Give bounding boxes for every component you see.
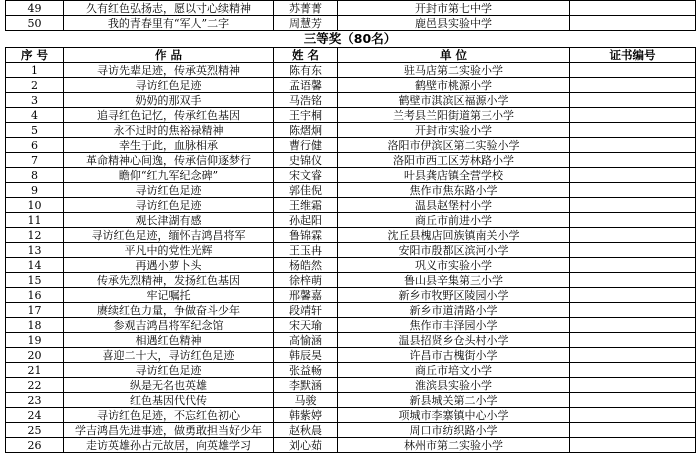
third-prize-body	[6, 63, 696, 453]
cell-unit: 焦作市焦东路小学	[338, 183, 570, 198]
cell-author: 鲁锦霖	[274, 228, 338, 243]
cell-author: 徐梓萌	[274, 273, 338, 288]
cell-work: 永不过时的焦裕禄精神	[64, 123, 274, 138]
cell-work: 喜迎二十大，寻访红色足迹	[64, 348, 274, 363]
cell-author: 赵秋晨	[274, 423, 338, 438]
cell-unit: 温县招贤乡仓头村小学	[338, 333, 570, 348]
header-author: 姓 名	[274, 48, 338, 63]
table-row	[6, 243, 696, 258]
cell-unit: 巩义市实验小学	[338, 258, 570, 273]
table-row	[6, 123, 696, 138]
cell-no: 2	[6, 78, 64, 93]
cell-unit: 商丘市培文小学	[338, 363, 570, 378]
cell-no: 16	[6, 288, 64, 303]
cell-cert	[570, 243, 696, 258]
cell-author: 韩辰昊	[274, 348, 338, 363]
cell-author: 宋天瑜	[274, 318, 338, 333]
cell-work: 幸生于此，血脉相承	[64, 138, 274, 153]
cell-author: 李默涵	[274, 378, 338, 393]
cell-cert	[570, 393, 696, 408]
cell-no: 15	[6, 273, 64, 288]
cell-no: 19	[6, 333, 64, 348]
cell-unit: 兰考县兰阳街道第三小学	[338, 108, 570, 123]
cell-unit: 开封市实验小学	[338, 123, 570, 138]
cell-author: 史锦仪	[274, 153, 338, 168]
cell-cert	[570, 438, 696, 453]
cell-unit: 鹤壁市桃源小学	[338, 78, 570, 93]
cell-no: 50	[6, 16, 64, 31]
cell-author: 韩紫婷	[274, 408, 338, 423]
cell-cert	[570, 63, 696, 78]
cell-author: 苏菁菁	[274, 1, 338, 16]
cell-work: 平凡中的党性光辉	[64, 243, 274, 258]
cell-unit: 林州市第二实验小学	[338, 438, 570, 453]
cell-cert	[570, 78, 696, 93]
cell-unit: 新乡市牧野区陵园小学	[338, 288, 570, 303]
cell-no: 21	[6, 363, 64, 378]
cell-no: 1	[6, 63, 64, 78]
table-row	[6, 438, 696, 453]
cell-work: 再遇小萝卜头	[64, 258, 274, 273]
table-row	[6, 138, 696, 153]
previous-awards-table	[5, 0, 696, 31]
cell-cert	[570, 303, 696, 318]
table-row	[6, 228, 696, 243]
cell-author: 张益畅	[274, 363, 338, 378]
table-row	[6, 378, 696, 393]
cell-no: 8	[6, 168, 64, 183]
header-cert: 证书编号	[570, 48, 696, 63]
cell-work: 赓续红色力量，争做奋斗少年	[64, 303, 274, 318]
section-title: 三等奖（80名）	[303, 31, 397, 46]
cell-cert	[570, 378, 696, 393]
cell-work: 奶奶的那双手	[64, 93, 274, 108]
cell-work: 久有红色弘扬志，愿以寸心续精神	[64, 1, 274, 16]
cell-no: 7	[6, 153, 64, 168]
cell-cert	[570, 183, 696, 198]
cell-unit: 温县赵堡村小学	[338, 198, 570, 213]
cell-cert	[570, 363, 696, 378]
cell-no: 25	[6, 423, 64, 438]
table-row	[6, 393, 696, 408]
cell-no: 3	[6, 93, 64, 108]
cell-cert	[570, 408, 696, 423]
cell-no: 23	[6, 393, 64, 408]
cell-cert	[570, 198, 696, 213]
cell-author: 周慧芳	[274, 16, 338, 31]
table-row	[6, 258, 696, 273]
cell-unit: 项城市李寨镇中心小学	[338, 408, 570, 423]
table-row	[6, 423, 696, 438]
cell-cert	[570, 1, 696, 16]
table-row	[6, 288, 696, 303]
cell-no: 18	[6, 318, 64, 333]
cell-cert	[570, 213, 696, 228]
cell-author: 高愉涵	[274, 333, 338, 348]
cell-unit: 沈丘县槐店回族镇南关小学	[338, 228, 570, 243]
cell-author: 陈有东	[274, 63, 338, 78]
table-row	[6, 273, 696, 288]
cell-unit: 洛阳市西工区芳林路小学	[338, 153, 570, 168]
cell-author: 郭佳倪	[274, 183, 338, 198]
cell-author: 陈熠炯	[274, 123, 338, 138]
cell-no: 6	[6, 138, 64, 153]
cell-work: 纵是无名也英雄	[64, 378, 274, 393]
cell-unit: 焦作市丰泽园小学	[338, 318, 570, 333]
cell-cert	[570, 288, 696, 303]
cell-unit: 鲁山县辛集第三小学	[338, 273, 570, 288]
cell-no: 4	[6, 108, 64, 123]
cell-no: 11	[6, 213, 64, 228]
cell-cert	[570, 273, 696, 288]
cell-no: 12	[6, 228, 64, 243]
cell-unit: 洛阳市伊滨区第二实验小学	[338, 138, 570, 153]
cell-work: 革命精神心间逸，传承信仰逐梦行	[64, 153, 274, 168]
cell-work: 寻访红色足迹	[64, 183, 274, 198]
cell-work: 寻访红色足迹，不忘红色初心	[64, 408, 274, 423]
cell-author: 马浩铭	[274, 93, 338, 108]
cell-cert	[570, 318, 696, 333]
cell-author: 马骏	[274, 393, 338, 408]
cell-work: 红色基因代代传	[64, 393, 274, 408]
cell-unit: 鹤壁市淇滨区福源小学	[338, 93, 570, 108]
cell-work: 瞻仰“红九军纪念碑”	[64, 168, 274, 183]
cell-work: 寻访红色足迹	[64, 198, 274, 213]
cell-author: 王玉冉	[274, 243, 338, 258]
cell-work: 寻访红色足迹	[64, 363, 274, 378]
table-row	[6, 213, 696, 228]
table-row	[6, 318, 696, 333]
previous-awards-body	[6, 1, 696, 31]
cell-work: 相遇红色精神	[64, 333, 274, 348]
cell-unit: 商丘市前进小学	[338, 213, 570, 228]
table-row	[6, 363, 696, 378]
cell-no: 26	[6, 438, 64, 453]
cell-unit: 开封市第七中学	[338, 1, 570, 16]
table-row	[6, 1, 696, 16]
cell-work: 寻访红色足迹	[64, 78, 274, 93]
cell-cert	[570, 108, 696, 123]
table-row	[6, 78, 696, 93]
table-row	[6, 153, 696, 168]
cell-no: 14	[6, 258, 64, 273]
table-row	[6, 408, 696, 423]
cell-unit: 叶县龚店镇全营学校	[338, 168, 570, 183]
cell-cert	[570, 333, 696, 348]
cell-cert	[570, 228, 696, 243]
cell-no: 13	[6, 243, 64, 258]
cell-unit: 安阳市殷都区滨河小学	[338, 243, 570, 258]
cell-unit: 淮滨县实验小学	[338, 378, 570, 393]
cell-no: 5	[6, 123, 64, 138]
cell-unit: 周口市纺织路小学	[338, 423, 570, 438]
header-no: 序 号	[6, 48, 64, 63]
cell-work: 传承先烈精神，发扬红色基因	[64, 273, 274, 288]
cell-cert	[570, 93, 696, 108]
cell-unit: 驻马店第二实验小学	[338, 63, 570, 78]
header-work: 作 品	[64, 48, 274, 63]
cell-unit: 新乡市道清路小学	[338, 303, 570, 318]
cell-author: 王宇桐	[274, 108, 338, 123]
cell-cert	[570, 153, 696, 168]
table-row	[6, 303, 696, 318]
cell-no: 9	[6, 183, 64, 198]
cell-unit: 许昌市古槐街小学	[338, 348, 570, 363]
cell-unit: 新县城关第二小学	[338, 393, 570, 408]
cell-cert	[570, 423, 696, 438]
cell-author: 杨皓然	[274, 258, 338, 273]
cell-cert	[570, 16, 696, 31]
cell-work: 寻访红色足迹，缅怀吉鸿昌将军	[64, 228, 274, 243]
cell-author: 刘心茹	[274, 438, 338, 453]
header-row	[6, 48, 696, 63]
cell-author: 孙起阳	[274, 213, 338, 228]
cell-no: 20	[6, 348, 64, 363]
table-row	[6, 348, 696, 363]
cell-no: 22	[6, 378, 64, 393]
cell-author: 段靖轩	[274, 303, 338, 318]
cell-author: 孟语馨	[274, 78, 338, 93]
table-row	[6, 63, 696, 78]
table-row	[6, 183, 696, 198]
cell-author: 曹行健	[274, 138, 338, 153]
cell-cert	[570, 168, 696, 183]
cell-no: 10	[6, 198, 64, 213]
cell-author: 宋文睿	[274, 168, 338, 183]
header-unit: 单 位	[338, 48, 570, 63]
table-row	[6, 93, 696, 108]
cell-work: 参观吉鸿昌将军纪念馆	[64, 318, 274, 333]
cell-no: 24	[6, 408, 64, 423]
table-row	[6, 168, 696, 183]
cell-no: 17	[6, 303, 64, 318]
table-row	[6, 198, 696, 213]
cell-work: 寻访先辈足迹，传承英烈精神	[64, 63, 274, 78]
cell-work: 观长津湖有感	[64, 213, 274, 228]
table-row	[6, 108, 696, 123]
table-row	[6, 16, 696, 31]
cell-cert	[570, 258, 696, 273]
cell-unit: 鹿邑县实验中学	[338, 16, 570, 31]
table-row	[6, 333, 696, 348]
cell-work: 走访英雄孙占元故居，向英雄学习	[64, 438, 274, 453]
cell-work: 学吉鸿昌先进事迹，做勇敢担当好少年	[64, 423, 274, 438]
cell-work: 我的青春里有“军人”二字	[64, 16, 274, 31]
cell-author: 王维霜	[274, 198, 338, 213]
cell-cert	[570, 123, 696, 138]
cell-work: 追寻红色记忆，传承红色基因	[64, 108, 274, 123]
cell-author: 邢馨嘉	[274, 288, 338, 303]
cell-cert	[570, 348, 696, 363]
third-prize-table	[5, 47, 696, 453]
cell-cert	[570, 138, 696, 153]
cell-no: 49	[6, 1, 64, 16]
cell-work: 牢记嘱托	[64, 288, 274, 303]
